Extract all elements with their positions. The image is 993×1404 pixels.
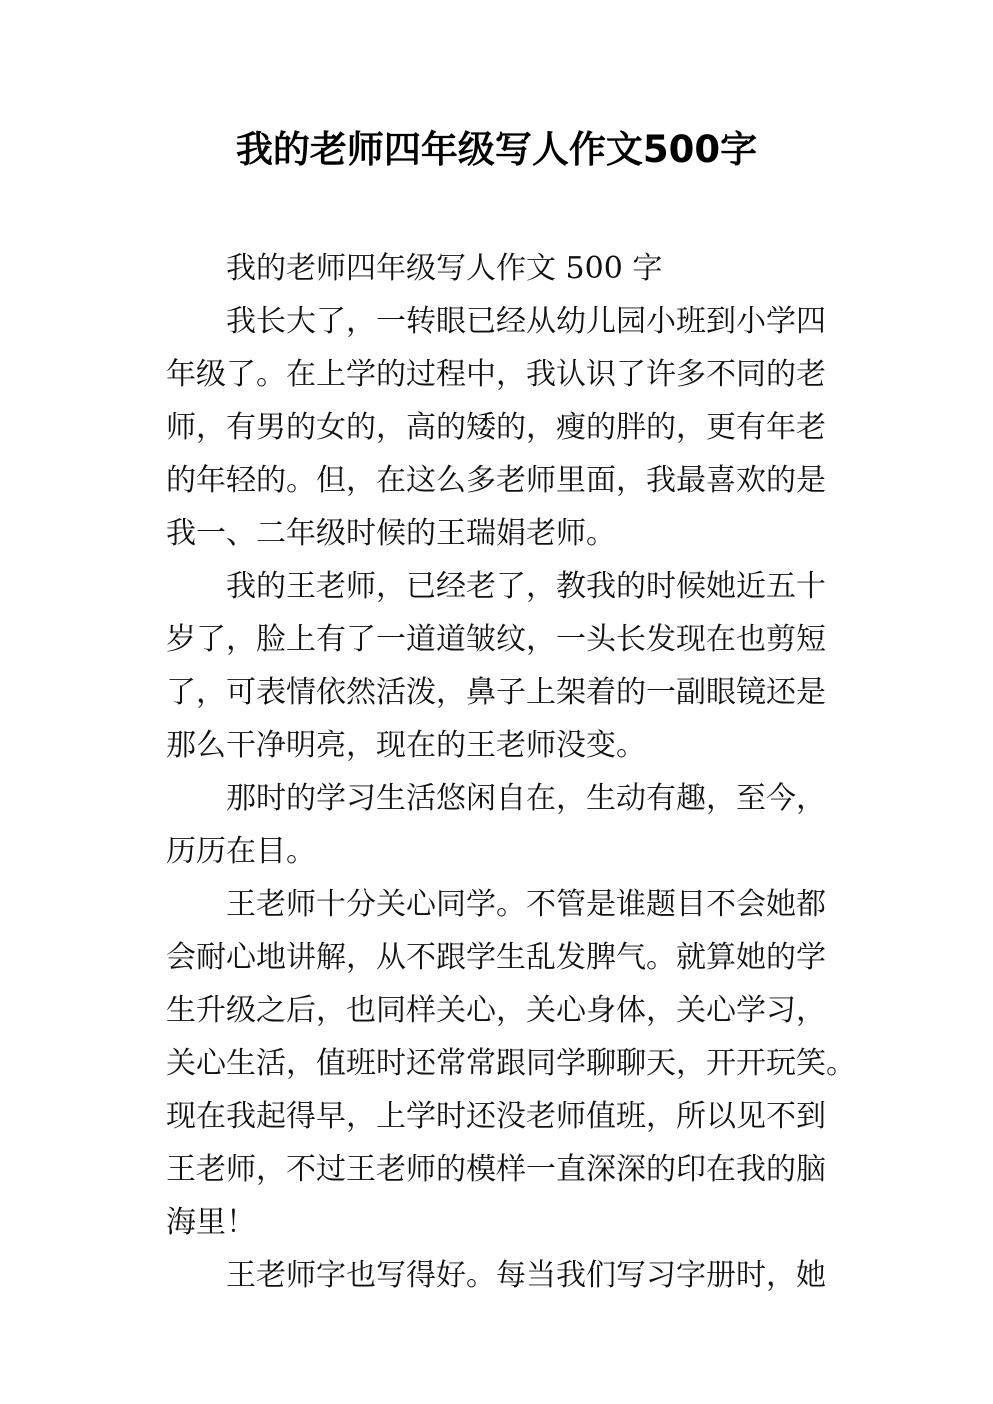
body-line: 我长大了，一转眼已经从幼儿园小班到小学四 [226,304,826,339]
body-line: 王老师字也写得好。每当我们写习字册时，她 [226,1258,826,1293]
body-line: 年级了。在上学的过程中，我认识了许多不同的老 [166,357,826,392]
body-line: 生升级之后，也同样关心，关心身体，关心学习， [166,993,826,1028]
body-line: 岁了，脸上有了一道道皱纹，一头长发现在也剪短 [166,622,826,657]
body-line: 现在我起得早，上学时还没老师值班，所以见不到 [166,1099,826,1134]
body-line: 了，可表情依然活泼，鼻子上架着的一副眼镜还是 [166,675,826,710]
document-body [166,242,856,1302]
body-line: 那时的学习生活悠闲自在，生动有趣，至今， [226,781,826,816]
body-line: 我的老师四年级写人作文 500 字 [226,251,663,286]
body-line: 那么干净明亮，现在的王老师没变。 [166,728,646,763]
body-line: 关心生活，值班时还常常跟同学聊聊天，开开玩笑。 [166,1046,856,1081]
body-line: 王老师十分关心同学。不管是谁题目不会她都 [226,887,826,922]
body-line: 会耐心地讲解，从不跟学生乱发脾气。就算她的学 [166,940,826,975]
body-line: 海里！ [166,1205,256,1240]
body-line: 王老师，不过王老师的模样一直深深的印在我的脑 [166,1152,826,1187]
body-line: 历历在目。 [166,834,316,869]
document-title: 我的老师四年级写人作文500字 [235,128,758,171]
body-line: 我一、二年级时候的王瑞娟老师。 [166,516,616,551]
body-line: 的年轻的。但，在这么多老师里面，我最喜欢的是 [166,463,826,498]
body-line: 我的王老师，已经老了，教我的时候她近五十 [226,569,826,604]
body-line: 师，有男的女的，高的矮的，瘦的胖的，更有年老 [166,410,826,445]
